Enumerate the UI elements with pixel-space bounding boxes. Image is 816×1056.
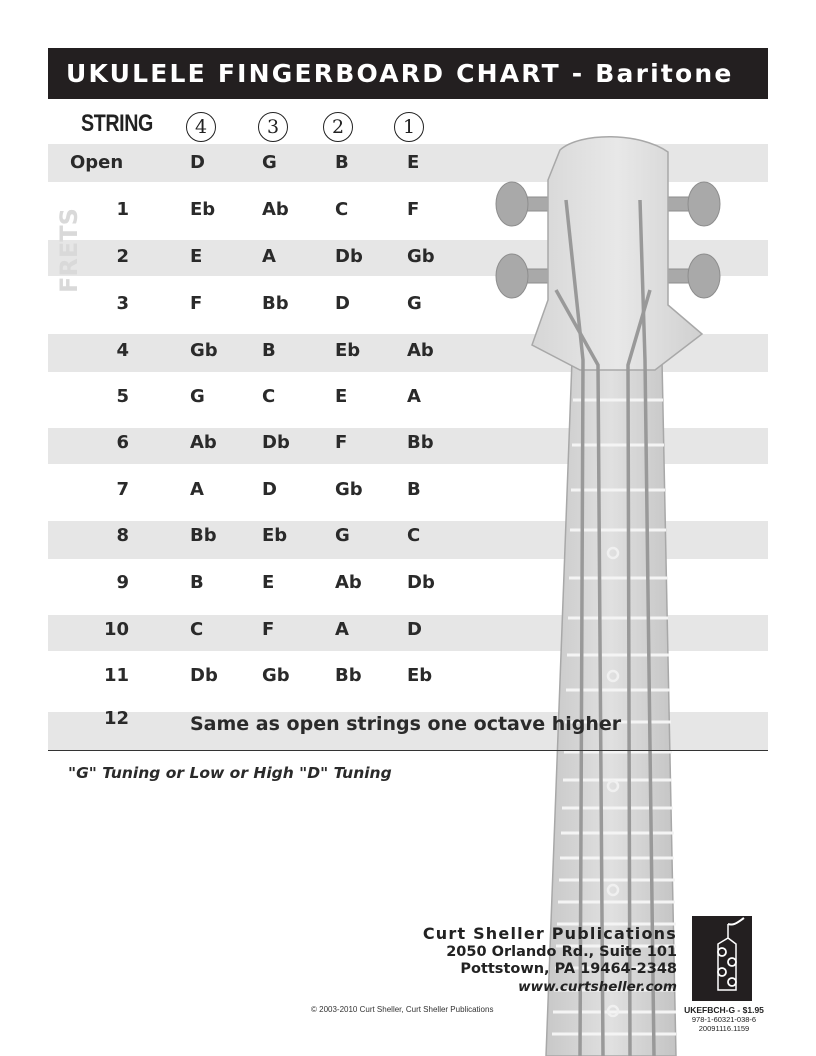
note-cell: D: [262, 479, 277, 500]
note-cell: Gb: [335, 479, 363, 500]
note-cell: Eb: [190, 199, 216, 220]
note-cell: E: [335, 386, 348, 407]
fret-label-10: 10: [103, 619, 129, 640]
fret-label-7: 7: [116, 479, 129, 500]
string-number-4: 4: [186, 112, 216, 142]
note-cell: B: [335, 152, 349, 173]
note-cell: Gb: [190, 340, 218, 361]
note-cell: Eb: [335, 340, 361, 361]
note-cell: Bb: [407, 432, 434, 453]
note-cell: Db: [335, 246, 363, 267]
note-cell: C: [262, 386, 276, 407]
fret-label-8: 8: [116, 525, 129, 546]
fret-label-1: 1: [116, 199, 129, 220]
fret12-note: Same as open strings one octave higher: [190, 713, 622, 735]
note-cell: Bb: [190, 525, 217, 546]
chart-title: UKULELE FINGERBOARD CHART - Baritone: [48, 48, 768, 99]
note-cell: E: [407, 152, 420, 173]
note-cell: C: [335, 199, 349, 220]
catalog-isbn: 978-1-60321-038-6: [691, 1015, 757, 1024]
fret-label-6: 6: [116, 432, 129, 453]
table-bottom-rule: [48, 750, 768, 751]
publisher-address-1: 2050 Orlando Rd., Suite 101: [446, 944, 677, 960]
note-cell: F: [407, 199, 420, 220]
note-cell: G: [407, 293, 422, 314]
note-cell: B: [262, 340, 276, 361]
copyright-notice: © 2003-2010 Curt Sheller, Curt Sheller Publications: [311, 1005, 494, 1014]
catalog-info: [672, 1005, 776, 1033]
note-cell: D: [407, 619, 422, 640]
string-number-3: 3: [258, 112, 288, 142]
note-cell: Ab: [190, 432, 217, 453]
note-cell: A: [407, 386, 421, 407]
note-cell: Gb: [262, 665, 290, 686]
note-cell: Eb: [407, 665, 433, 686]
note-cell: C: [407, 525, 421, 546]
note-cell: Ab: [407, 340, 434, 361]
fret-label-4: 4: [116, 340, 129, 361]
fret-label-9: 9: [116, 572, 129, 593]
note-cell: Db: [190, 665, 218, 686]
note-cell: A: [335, 619, 349, 640]
fret-label-11: 11: [103, 665, 129, 686]
note-cell: A: [190, 479, 204, 500]
fret-label-12: 12: [103, 708, 129, 729]
note-cell: E: [190, 246, 203, 267]
string-number-2: 2: [323, 112, 353, 142]
publisher-website[interactable]: www.curtsheller.com: [518, 979, 677, 995]
note-cell: G: [190, 386, 205, 407]
string-number-1: 1: [394, 112, 424, 142]
note-cell: D: [335, 293, 350, 314]
note-cell: Ab: [262, 199, 289, 220]
fret-label-5: 5: [116, 386, 129, 407]
note-cell: B: [407, 479, 421, 500]
fret-label-open: Open: [70, 152, 124, 173]
note-cell: A: [262, 246, 276, 267]
note-cell: C: [190, 619, 204, 640]
catalog-serial: 20091116.1159: [698, 1024, 750, 1033]
publisher-logo: [692, 916, 752, 1001]
note-cell: Bb: [262, 293, 289, 314]
note-cell: G: [262, 152, 277, 173]
catalog-code: UKEFBCH-G - $1.95: [684, 1005, 764, 1015]
frets-vertical-label: FRETS: [55, 208, 83, 294]
note-cell: Ab: [335, 572, 362, 593]
fret-label-2: 2: [116, 246, 129, 267]
string-header-label: STRING: [81, 110, 153, 137]
note-cell: Gb: [407, 246, 435, 267]
tuning-note: "G" Tuning or Low or High "D" Tuning: [68, 764, 392, 782]
note-cell: B: [190, 572, 204, 593]
note-cell: G: [335, 525, 350, 546]
publisher-address-2: Pottstown, PA 19464-2348: [460, 961, 677, 977]
note-cell: F: [262, 619, 275, 640]
note-cell: Bb: [335, 665, 362, 686]
publisher-name: Curt Sheller Publications: [422, 924, 677, 943]
note-cell: Db: [407, 572, 435, 593]
note-cell: E: [262, 572, 275, 593]
fret-label-3: 3: [116, 293, 129, 314]
note-cell: F: [190, 293, 203, 314]
note-cell: Eb: [262, 525, 288, 546]
publisher-info: [423, 924, 677, 996]
note-cell: F: [335, 432, 348, 453]
note-cell: D: [190, 152, 205, 173]
note-cell: Db: [262, 432, 290, 453]
